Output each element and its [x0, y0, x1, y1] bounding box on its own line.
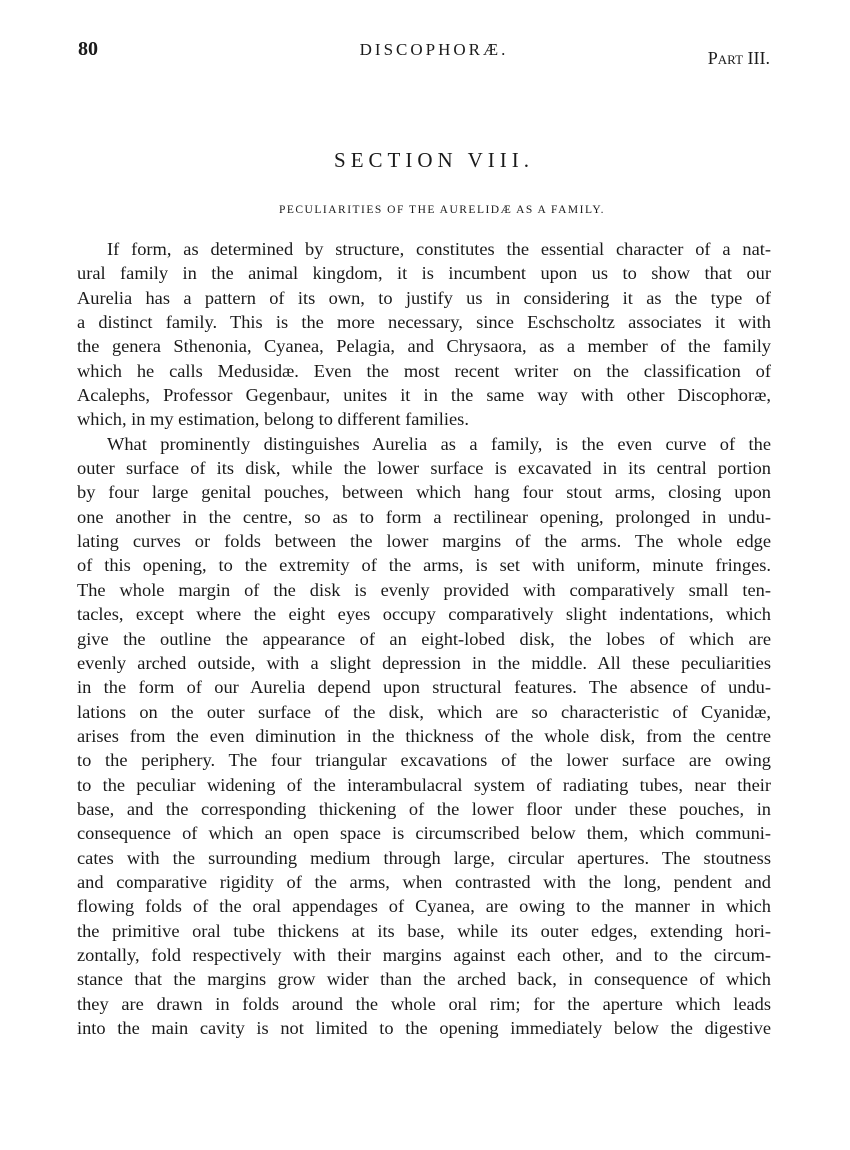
text-line: Acalephs, Professor Gegenbaur, unites it in the same way with other Discophoræ, [77, 385, 771, 406]
text-line: outer surface of its disk, while the lower surface is excavated in its central portion [77, 458, 771, 479]
text-line: What prominently distinguishes Aurelia as a family, is the even curve of the [107, 433, 771, 454]
running-title: DISCOPHORÆ. [359, 40, 509, 59]
section-heading: SECTION VIII. [334, 148, 534, 172]
text-line: which he calls Medusidæ. Even the most recent writer on the classification of [77, 360, 771, 381]
text-line: If form, as determined by structure, constitutes the essential character of a nat- [107, 239, 771, 259]
text-line: stance that the margins grow wider than the arched back, in consequence of which [77, 969, 771, 990]
text-line: lations on the outer surface of the disk, which are so characteristic of Cyanidæ, [77, 701, 771, 722]
text-line: of this opening, to the extremity of the arms, is set with uniform, minute fringes. [77, 555, 771, 576]
text-line: by four large genital pouches, between which hang four stout arms, closing upon [77, 482, 771, 503]
text-line: arises from the even diminution in the thickness of the whole disk, from the centre [77, 725, 771, 746]
text-line: lating curves or folds between the lower margins of the arms. The whole edge [77, 531, 771, 552]
text-line: which, in my estimation, belong to different families. [77, 409, 469, 430]
running-header [78, 38, 770, 68]
text-line: evenly arched outside, with a slight depression in the middle. All these peculiarities [77, 652, 771, 673]
text-line: flowing folds of the oral appendages of Cyanea, are owing to the manner in which [77, 896, 771, 917]
text-line: tacles, except where the eight eyes occupy comparatively slight indentations, which [77, 604, 771, 625]
text-line: into the main cavity is not limited to the opening immediately below the digestive [77, 1018, 771, 1038]
text-line: a distinct family. This is the more necessary, since Eschscholtz associates it with [77, 312, 771, 333]
text-line: in the form of our Aurelia depend upon structural features. The absence of undu- [77, 677, 771, 698]
text-line: zontally, fold respectively with their margins against each other, and to the circum- [77, 944, 771, 965]
text-line: one another in the centre, so as to form a rectilinear opening, prolonged in undu- [77, 506, 771, 527]
text-line: consequence of which an open space is circumscribed below them, which communi- [77, 823, 771, 844]
text-line: they are drawn in folds around the whole oral rim; for the aperture which leads [77, 993, 771, 1014]
body-text [77, 237, 771, 1040]
text-line: cates with the surrounding medium through large, circular apertures. The stoutness [77, 847, 771, 868]
text-line: Aurelia has a pattern of its own, to justify us in considering it as the type of [77, 287, 771, 308]
part-label: Part III. [707, 48, 770, 68]
text-line: and comparative rigidity of the arms, when contrasted with the long, pendent and [77, 871, 771, 892]
page-number: 80 [78, 38, 98, 60]
text-line: the primitive oral tube thickens at its base, while its outer edges, extending hori- [77, 920, 771, 941]
text-line: ural family in the animal kingdom, it is incumbent upon us to show that our [77, 263, 771, 284]
text-line: The whole margin of the disk is evenly provided with comparatively small ten- [77, 579, 771, 600]
text-line: the genera Sthenonia, Cyanea, Pelagia, and Chrysaora, as a member of the family [77, 336, 771, 357]
text-line: to the peculiar widening of the interambulacral system of radiating tubes, near their [77, 774, 771, 795]
section-subtitle: PECULIARITIES OF THE AURELIDÆ AS A FAMILY. [278, 204, 606, 216]
text-line: base, and the corresponding thickening of the lower floor under these pouches, in [77, 798, 771, 819]
text-line: to the periphery. The four triangular excavations of the lower surface are owing [77, 750, 771, 771]
text-line: give the outline the appearance of an eight-lobed disk, the lobes of which are [77, 628, 771, 649]
